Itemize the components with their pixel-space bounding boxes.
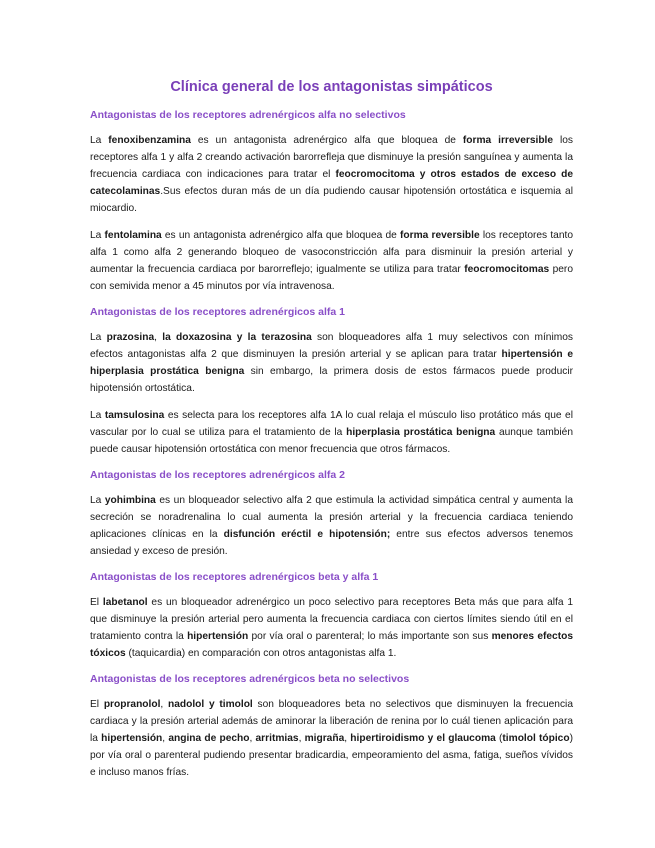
bold-term: labetanol [102, 597, 148, 608]
bold-term: feocromocitoma y otros estados de exceso de catecolaminas [90, 169, 573, 197]
paragraph [90, 492, 573, 560]
bold-term: fenoxibenzamina [108, 135, 191, 146]
text-run: por vía oral o parenteral; lo más importante son sus [248, 631, 492, 642]
bold-term: hipertiroidismo y el glaucoma [350, 733, 496, 744]
text-run: ) por vía oral o parenteral pudiendo presentar bradicardia, empeoramiento del asma, fatiga, sueños vívidos e incluso manos frías. [90, 733, 573, 778]
text-run: .Sus efectos duran más de un día pudiendo causar hipotensión ortostática e isquemia al miocardio. [90, 186, 573, 214]
text-run: pero con semivida menor a 45 minutos por vía intravenosa. [90, 264, 573, 292]
section [90, 108, 573, 295]
text-run: La [90, 495, 105, 506]
section [90, 468, 573, 560]
bold-term: disfunción eréctil e hipotensión; [223, 529, 391, 540]
bold-term: forma reversible [399, 230, 480, 241]
bold-term: yohimbina [104, 495, 156, 506]
bold-term: propranolol [103, 699, 161, 710]
document-body [90, 108, 573, 781]
text-run: , [298, 733, 305, 744]
text-run: La [90, 332, 107, 343]
bold-term: feocromocitomas [464, 264, 550, 275]
paragraph [90, 407, 573, 458]
text-run: El [90, 597, 103, 608]
text-run: ( [495, 733, 503, 744]
bold-term: forma irreversible [462, 135, 554, 146]
bold-term: menores efectos tóxicos [90, 631, 573, 659]
paragraph [90, 132, 573, 217]
text-run: , [344, 733, 351, 744]
bold-term: hiperplasia prostática benigna [346, 427, 496, 438]
section [90, 570, 573, 662]
text-run: , [154, 332, 163, 343]
text-run: los receptores alfa 1 y alfa 2 creando activación barorrefleja que disminuye la presión sanguínea y aumenta la frecuencia cardiaca con indicaciones para tratar el [90, 135, 573, 180]
document-title: Clínica general de los antagonistas simpáticos [170, 79, 493, 95]
text-run: es un antagonista adrenérgico alfa que bloquea de [161, 230, 400, 241]
text-run: es selecta para los receptores alfa 1A lo cual relaja el músculo liso protático más que el vascular por lo cual se utiliza para el tratamiento de la [90, 410, 573, 438]
text-run: La [90, 135, 109, 146]
bold-term: angina de pecho [168, 733, 250, 744]
bold-term: migraña [304, 733, 345, 744]
text-run: los receptores tanto alfa 1 como alfa 2 generando bloqueo de vasoconstricción alfa para disminuir la presión arterial y aumentar la frecuencia cardiaca por barorreflejo; igualmente se utiliza para tratar [90, 230, 574, 275]
bold-term: arritmias [255, 733, 299, 744]
text-run: es un bloqueador selectivo alfa 2 que estimula la actividad simpática central y aumenta la secreción se noradrenalina lo cual aumenta la presión arterial y la frecuencia cardiaca teniendo aplicaciones clínicas en la [90, 495, 573, 540]
bold-term: hipertensión e hiperplasia prostática benigna [90, 349, 573, 377]
paragraph [90, 329, 573, 397]
text-run: , [160, 699, 168, 710]
section-heading: Antagonistas de los receptores adrenérgicos alfa 1 [90, 306, 346, 318]
text-run: sin embargo, la primera dosis de estos fármacos puede producir hipotensión ortostática. [90, 366, 573, 394]
paragraph [90, 594, 573, 662]
text-run: son bloqueadores beta no selectivos que disminuyen la frecuencia cardiaca y la presión arterial además de aminorar la liberación de renina por lo cuál tienen aplicación para la [90, 699, 573, 744]
text-run: La [90, 230, 105, 241]
bold-term: hipertensión [187, 631, 249, 642]
bold-term: nadolol y timolol [167, 699, 253, 710]
text-run: El [90, 699, 104, 710]
paragraph [90, 227, 573, 295]
text-run: (taquicardia) en comparación con otros antagonistas alfa 1. [125, 648, 397, 659]
text-run: La [90, 410, 105, 421]
paragraph [90, 696, 573, 781]
bold-term: hipertensión [101, 733, 163, 744]
text-run: entre sus efectos adversos tenemos ansiedad y exceso de presión. [90, 529, 573, 557]
text-run: son bloqueadores alfa 1 muy selectivos con mínimos efectos antagonistas alfa 2 que disminuyen la presión arterial y se aplican para tratar [90, 332, 573, 360]
section [90, 672, 573, 781]
section-heading: Antagonistas de los receptores adrenérgicos beta y alfa 1 [90, 571, 379, 583]
section-heading: Antagonistas de los receptores adrenérgicos alfa 2 [90, 469, 346, 481]
bold-term: timolol tópico [502, 733, 570, 744]
section [90, 305, 573, 458]
bold-term: prazosina [106, 332, 155, 343]
text-run: es un bloqueador adrenérgico un poco selectivo para receptores Beta más que para alfa 1 que disminuye la presión arterial pero aumenta la frecuencia cardiaca con ciertos límites siendo útil en el tratamiento contra la [90, 597, 573, 642]
text-run: , [249, 733, 256, 744]
section-heading: Antagonistas de los receptores adrenérgicos beta no selectivos [90, 673, 410, 685]
section-heading: Antagonistas de los receptores adrenérgicos alfa no selectivos [90, 109, 406, 121]
bold-term: tamsulosina [104, 410, 165, 421]
bold-term: fentolamina [104, 230, 162, 241]
text-run: aunque también puede causar hipotensión ortostática con menor frecuencia que otros fármacos. [90, 427, 573, 455]
text-run: , [162, 733, 169, 744]
text-run: es un antagonista adrenérgico alfa que bloquea de [190, 135, 463, 146]
bold-term: la doxazosina y la terazosina [162, 332, 312, 343]
